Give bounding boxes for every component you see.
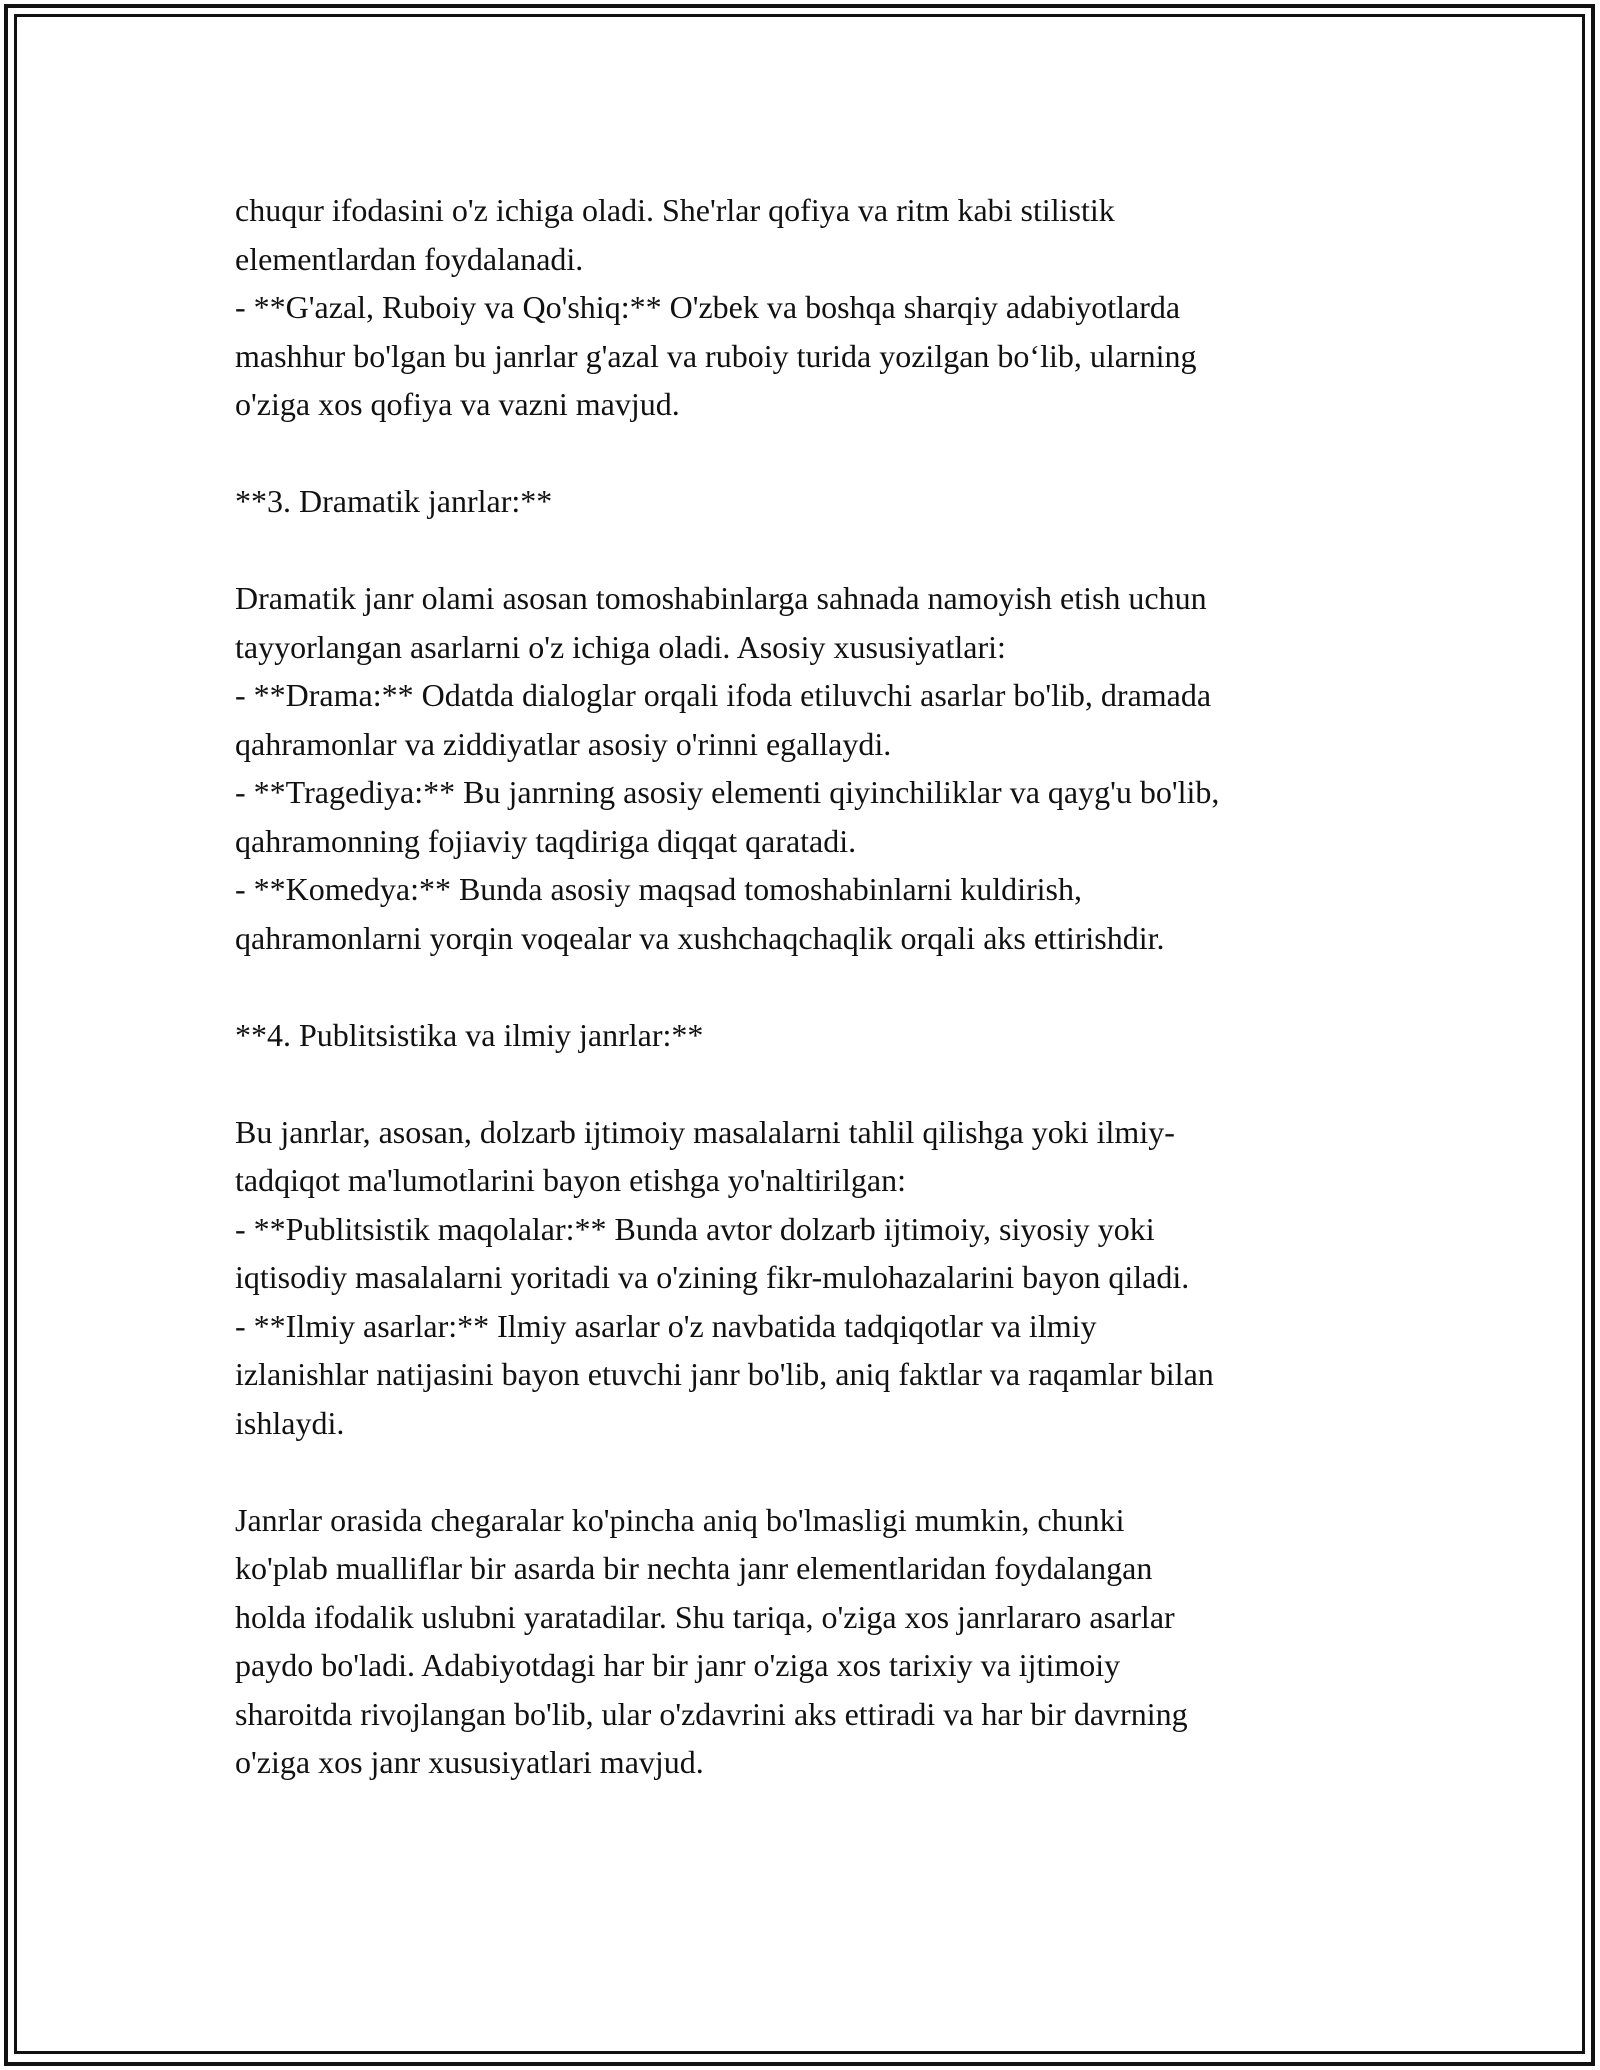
text-line: chuqur ifodasini o'z ichiga oladi. She'rlar qofiya va ritm kabi stilistik (235, 192, 1115, 228)
text-line: izlanishlar natijasini bayon etuvchi janr bo'lib, aniq faktlar va raqamlar bilan (235, 1356, 1214, 1392)
document-body (235, 186, 1375, 1787)
text-line: o'ziga xos qofiya va vazni mavjud. (235, 386, 680, 422)
section-heading: **3. Dramatik janrlar:** (235, 483, 553, 519)
text-line: ishlaydi. (235, 1404, 345, 1441)
text-line: iqtisodiy masalalarni yoritadi va o'zining fikr-mulohazalarini bayon qiladi. (235, 1259, 1190, 1295)
section-heading: **4. Publitsistika va ilmiy janrlar:** (235, 1016, 704, 1053)
text-line: qahramonlar va ziddiyatlar asosiy o'rinni egallaydi. (235, 725, 892, 762)
text-line: holda ifodalik uslubni yaratadilar. Shu tariqa, o'ziga xos janrlararo asarlar (235, 1598, 1175, 1635)
text-line: sharoitda rivojlangan bo'lib, ular o'zdavrini aks ettiradi va har bir davrning (235, 1695, 1188, 1732)
text-line: Janrlar orasida chegaralar ko'pincha aniq bo'lmasligi mumkin, chunki (235, 1501, 1125, 1538)
text-line: - **Tragediya:** Bu janrning asosiy elementi qiyinchiliklar va qayg'u bo'lib, (235, 774, 1220, 810)
text-line: - **Drama:** Odatda dialoglar orqali ifoda etiluvchi asarlar bo'lib, dramada (235, 677, 1212, 713)
text-line: o'ziga xos janr xususiyatlari mavjud. (235, 1744, 704, 1780)
paragraph-gap (235, 1059, 1375, 1108)
text-line: qahramonlarni yorqin voqealar va xushchaqchaqlik orqali aks ettirishdir. (235, 919, 1165, 956)
text-line: - **Komedya:** Bunda asosiy maqsad tomoshabinlarni kuldirish, (235, 871, 1082, 907)
text-line: elementlardan foydalanadi. (235, 240, 584, 277)
paragraph-gap (235, 962, 1375, 1011)
text-line: Bu janrlar, asosan, dolzarb ijtimoiy masalalarni tahlil qilishga yoki ilmiy- (235, 1113, 1175, 1150)
text-line: - **Ilmiy asarlar:** Ilmiy asarlar o'z navbatida tadqiqotlar va ilmiy (235, 1307, 1097, 1344)
text-line: - **Publitsistik maqolalar:** Bunda avtor dolzarb ijtimoiy, siyosiy yoki (235, 1210, 1155, 1247)
text-line: tayyorlangan asarlarni o'z ichiga oladi. Asosiy xususiyatlari: (235, 628, 1006, 665)
text-line: paydo bo'ladi. Adabiyotdagi har bir janr o'ziga xos tarixiy va ijtimoiy (235, 1647, 1121, 1683)
text-line: qahramonning fojiaviy taqdiriga diqqat qaratadi. (235, 822, 857, 859)
paragraph-gap (235, 1447, 1375, 1496)
text-line: tadqiqot ma'lumotlarini bayon etishga yo'naltirilgan: (235, 1162, 906, 1198)
text-line: ko'plab mualliflar bir asarda bir nechta janr elementlaridan foydalangan (235, 1550, 1153, 1586)
paragraph-gap (235, 429, 1375, 478)
paragraph-gap (235, 526, 1375, 575)
text-line: mashhur bo'lgan bu janrlar g'azal va ruboiy turida yozilgan bo‘lib, ularning (235, 337, 1197, 374)
text-line: Dramatik janr olami asosan tomoshabinlarga sahnada namoyish etish uchun (235, 580, 1207, 616)
text-line: - **G'azal, Ruboiy va Qo'shiq:** O'zbek va boshqa sharqiy adabiyotlarda (235, 289, 1181, 325)
